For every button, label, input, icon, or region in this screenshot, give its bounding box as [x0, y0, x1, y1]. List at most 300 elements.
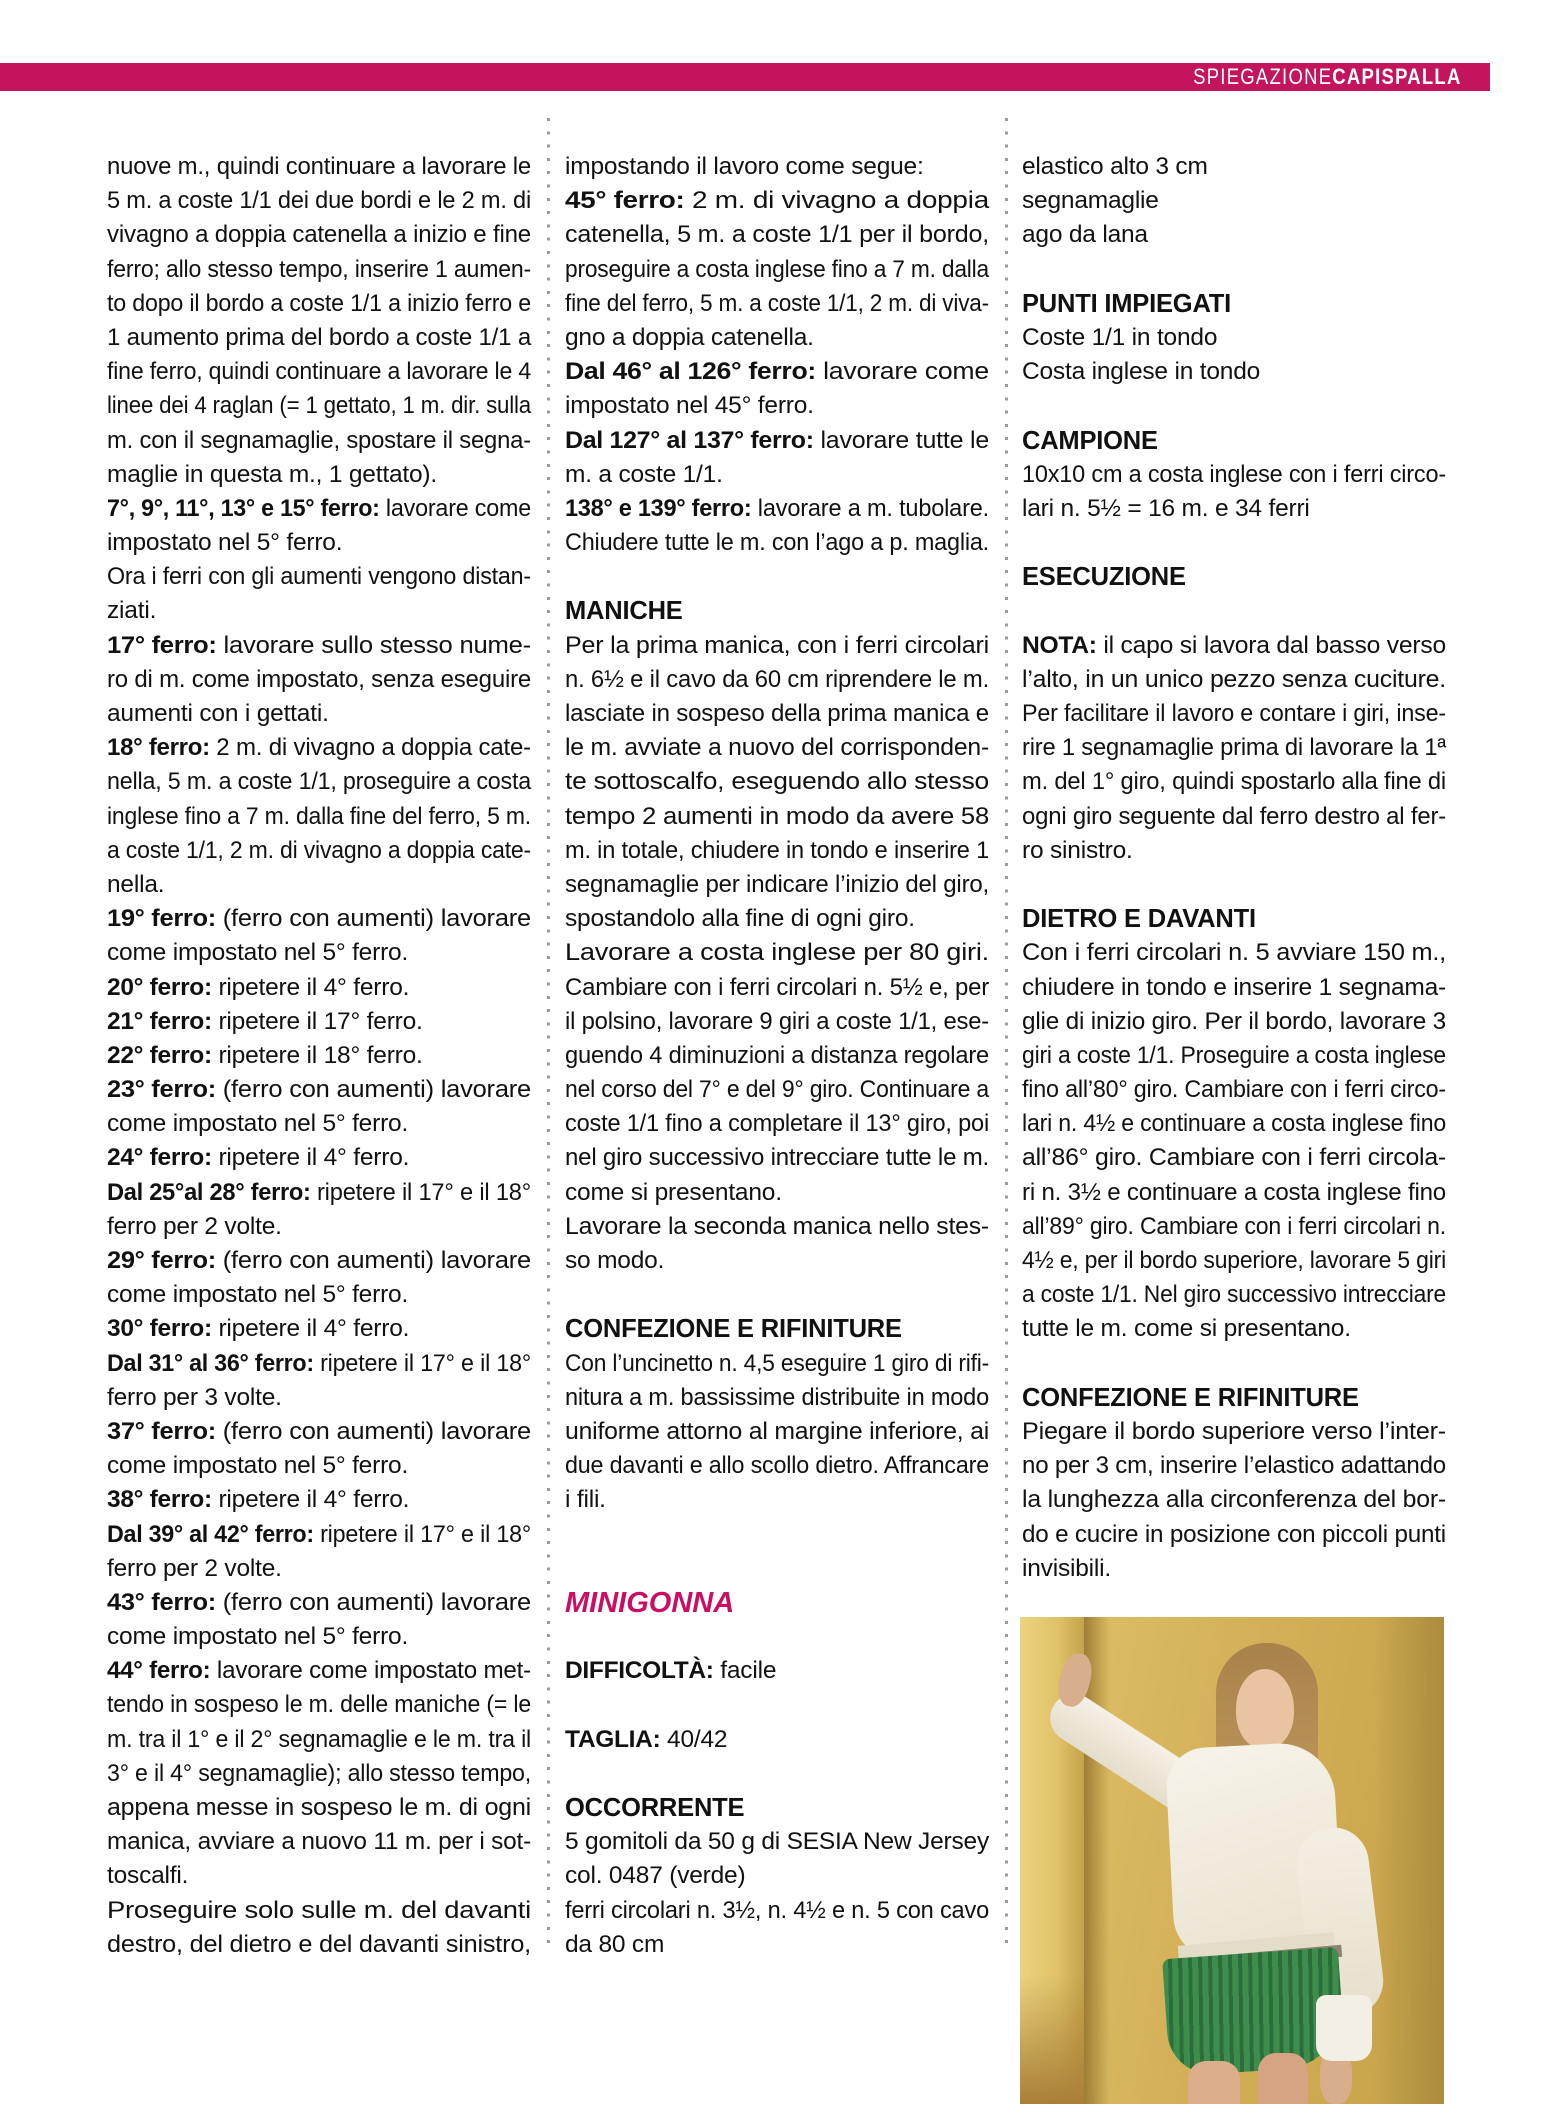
- line-content: [107, 492, 531, 526]
- text-line: [565, 834, 989, 868]
- column-2: [565, 150, 989, 1962]
- column-separator-dotted-1: [547, 118, 550, 1953]
- photo-pillar-base-shade: [1020, 1974, 1084, 2104]
- line-content: [1022, 1107, 1446, 1141]
- text-line: [565, 218, 989, 252]
- line-content: [565, 355, 989, 389]
- regular-text: do e cucire in posizione con piccoli punti: [1022, 1520, 1446, 1548]
- line-content: [107, 321, 531, 355]
- line-content: [107, 1791, 531, 1825]
- regular-text: invisibili.: [1022, 1554, 1112, 1582]
- regular-text: lavorare come: [815, 358, 989, 386]
- regular-text: m. a coste 1/1.: [565, 460, 723, 488]
- line-content: [565, 1449, 989, 1483]
- regular-text: proseguire a costa inglese fino a 7 m. dalla: [565, 255, 989, 283]
- regular-text: linee dei 4 raglan (= 1 gettato, 1 m. dir. sulla: [107, 392, 531, 420]
- regular-text: 1 aumento prima del bordo a coste 1/1 a: [107, 323, 531, 351]
- line-content: [107, 800, 531, 834]
- regular-text: catenella, 5 m. a coste 1/1 per il bordo,: [565, 221, 989, 249]
- line-content: [107, 629, 531, 663]
- text-line: [107, 663, 531, 697]
- regular-text: ripetere il 17° e il 18°: [313, 1520, 531, 1548]
- line-content: [1022, 834, 1133, 868]
- line-content: [107, 1552, 282, 1586]
- bold-text: 30° ferro:: [107, 1315, 212, 1343]
- line-content: [107, 971, 409, 1005]
- text-line: [1022, 1278, 1446, 1312]
- regular-text: Chiudere tutte le m. con l’ago a p. maglia.: [565, 529, 989, 557]
- photo-model-leg-left: [1188, 2061, 1240, 2104]
- line-content: [107, 458, 437, 492]
- spacer-line: [1022, 526, 1446, 560]
- regular-text: guendo 4 diminuzioni a distanza regolare: [565, 1041, 989, 1069]
- text-line: [1022, 663, 1446, 697]
- line-content: [107, 594, 156, 628]
- line-content: [107, 1210, 282, 1244]
- spacer-line: [565, 1757, 989, 1791]
- text-line: [107, 1723, 531, 1757]
- text-line: [565, 1825, 989, 1859]
- regular-text: lavorare tutte le: [813, 426, 989, 454]
- bold-text: MANICHE: [565, 597, 683, 626]
- pattern-title: [565, 1586, 989, 1620]
- text-line: [107, 287, 531, 321]
- regular-text: ripetere il 4° ferro.: [211, 1315, 410, 1343]
- line-content: [565, 629, 989, 663]
- regular-text: ripetere il 18° ferro.: [211, 1041, 423, 1069]
- text-line: [565, 1894, 989, 1928]
- regular-text: Per facilitare il lavoro e contare i giri, inse-: [1022, 700, 1446, 727]
- line-content: [1022, 218, 1148, 252]
- text-line: [1022, 936, 1446, 970]
- text-line: [1022, 629, 1446, 663]
- bold-text: CONFEZIONE E RIFINITURE: [565, 1315, 902, 1344]
- regular-text: lari n. 5½ = 16 m. e 34 ferri: [1022, 494, 1310, 522]
- bold-text: 19° ferro:: [107, 905, 216, 933]
- line-content: [107, 1620, 408, 1654]
- line-content: [1022, 1176, 1446, 1210]
- text-line: [1022, 1312, 1446, 1346]
- text-line: [107, 731, 531, 765]
- regular-text: coste 1/1 fino a completare il 13° giro, poi: [565, 1110, 989, 1138]
- bold-text: TAGLIA:: [565, 1725, 661, 1753]
- line-content: [565, 526, 989, 560]
- text-line: [107, 971, 531, 1005]
- text-line: [1022, 321, 1446, 355]
- bold-text: 18° ferro:: [107, 734, 210, 762]
- header-bar-label: [1194, 64, 1462, 90]
- regular-text: no per 3 cm, inserire l’elastico adattando: [1022, 1452, 1446, 1480]
- line-content: [565, 1312, 902, 1347]
- text-line: [1022, 1039, 1446, 1073]
- text-line: [565, 1141, 989, 1175]
- regular-text: m. in totale, chiudere in tondo e inserire 1: [565, 836, 989, 864]
- line-content: [1022, 184, 1159, 218]
- text-line: [107, 1073, 531, 1107]
- regular-text: nitura a m. bassissime distribuite in modo: [565, 1383, 989, 1411]
- text-line: [107, 1620, 531, 1654]
- line-content: [1022, 902, 1256, 937]
- line-content: [1022, 458, 1446, 492]
- line-content: [565, 765, 989, 799]
- text-line: [107, 1005, 531, 1039]
- bold-text: 20° ferro:: [107, 973, 212, 1001]
- line-content: [565, 1039, 989, 1073]
- header-label-bold: CAPISPALLA: [1332, 64, 1462, 89]
- text-line: [107, 902, 531, 936]
- line-content: [1022, 560, 1186, 595]
- regular-text: ago da lana: [1022, 221, 1148, 249]
- regular-text: ro sinistro.: [1022, 836, 1133, 864]
- spacer-line: [565, 1688, 989, 1722]
- line-content: [1022, 1244, 1446, 1278]
- line-content: [565, 1791, 744, 1826]
- line-content: [1022, 629, 1446, 663]
- text-line: [107, 526, 531, 560]
- line-content: [565, 1244, 664, 1278]
- regular-text: to dopo il bordo a coste 1/1 a inizio ferro e: [107, 289, 531, 317]
- line-content: [107, 1586, 531, 1620]
- regular-text: manica, avviare a nuovo 11 m. per i sot-: [107, 1828, 531, 1856]
- regular-text: segnamaglie: [1022, 187, 1159, 215]
- line-content: [565, 321, 814, 355]
- line-content: [107, 1005, 423, 1039]
- regular-text: il polsino, lavorare 9 giri a coste 1/1, ese-: [565, 1007, 989, 1035]
- line-content: [107, 1381, 282, 1415]
- text-line: [107, 1347, 531, 1381]
- regular-text: aumenti con i gettati.: [107, 700, 329, 727]
- line-content: [1022, 150, 1208, 184]
- regular-text: chiudere in tondo e inserire 1 segnama-: [1022, 973, 1446, 1001]
- line-content: [107, 765, 531, 799]
- line-content: [565, 253, 989, 287]
- text-line: [1022, 1552, 1446, 1586]
- line-content: [565, 1381, 989, 1415]
- line-content: [565, 218, 989, 252]
- line-content: [107, 1928, 531, 1962]
- line-content: [107, 1039, 423, 1073]
- line-content: [565, 1928, 664, 1962]
- text-line: [565, 1381, 989, 1415]
- line-content: [107, 218, 531, 252]
- regular-text: lavorare come impostato met-: [210, 1657, 531, 1685]
- regular-text: tendo in sospeso le m. delle maniche (= le: [107, 1691, 531, 1719]
- regular-text: ziati.: [107, 597, 157, 625]
- line-content: [1022, 1210, 1446, 1244]
- bold-text: Dal 127° al 137° ferro:: [565, 426, 814, 454]
- regular-text: (ferro con aumenti) lavorare: [215, 1247, 531, 1274]
- line-content: [1022, 321, 1217, 355]
- text-line: [1022, 492, 1446, 526]
- line-content: [565, 424, 989, 458]
- regular-text: come si presentano.: [565, 1178, 782, 1206]
- text-line: [565, 253, 989, 287]
- line-content: [107, 1894, 531, 1928]
- regular-text: le m. avviate a nuovo del corrisponden-: [565, 734, 989, 762]
- text-line: [107, 1586, 531, 1620]
- regular-text: come impostato nel 5° ferro.: [107, 1623, 409, 1651]
- text-line: [107, 1312, 531, 1346]
- regular-text: lavorare come: [379, 494, 531, 522]
- regular-text: ferro per 2 volte.: [107, 1212, 282, 1240]
- text-line: [107, 560, 531, 594]
- bold-text: Dal 31° al 36° ferro:: [107, 1349, 314, 1377]
- line-content: [107, 697, 329, 731]
- line-content: [1022, 1005, 1446, 1039]
- bold-text: NOTA:: [1022, 631, 1097, 659]
- bold-text: 22° ferro:: [107, 1041, 212, 1069]
- text-line: [565, 1928, 989, 1962]
- section-heading: [565, 1791, 989, 1825]
- text-line: [107, 1176, 531, 1210]
- text-line: [107, 1859, 531, 1893]
- regular-text: come impostato nel 5° ferro.: [107, 1452, 409, 1480]
- line-content: [107, 1107, 408, 1141]
- text-line: [565, 1347, 989, 1381]
- text-line: [565, 1005, 989, 1039]
- line-content: [1022, 971, 1446, 1005]
- text-line: [565, 1415, 989, 1449]
- bold-text: 24° ferro:: [107, 1144, 212, 1172]
- text-line: [107, 218, 531, 252]
- text-line: [107, 424, 531, 458]
- text-line: [107, 321, 531, 355]
- text-line: [565, 150, 989, 184]
- regular-text: glie di inizio giro. Per il bordo, lavorare 3: [1022, 1007, 1446, 1035]
- regular-text: come impostato nel 5° ferro.: [107, 939, 409, 967]
- line-content: [107, 1244, 531, 1278]
- line-content: [565, 1141, 989, 1175]
- line-content: [565, 1347, 989, 1381]
- line-content: [565, 1415, 989, 1449]
- text-line: [107, 868, 531, 902]
- section-heading: [1022, 287, 1446, 321]
- regular-text: Lavorare a costa inglese per 80 giri.: [565, 939, 989, 967]
- text-line: [107, 1894, 531, 1928]
- text-line: [107, 834, 531, 868]
- line-content: [107, 1518, 531, 1552]
- text-line: [107, 1141, 531, 1175]
- line-content: [1022, 1552, 1111, 1586]
- text-line: [565, 526, 989, 560]
- regular-text: la lunghezza alla circonferenza del bor-: [1022, 1486, 1446, 1514]
- regular-text: gno a doppia catenella.: [565, 323, 814, 351]
- regular-text: ferri circolari n. 3½, n. 4½ e n. 5 con cavo: [565, 1896, 989, 1924]
- line-content: [1022, 1415, 1446, 1449]
- text-line: [107, 458, 531, 492]
- regular-text: 3° e il 4° segnamaglie); allo stesso tempo,: [107, 1759, 531, 1787]
- regular-text: rire 1 segnamaglie prima di lavorare la 1ª: [1022, 734, 1446, 762]
- text-line: [565, 1654, 989, 1688]
- regular-text: tempo 2 aumenti in modo da avere 58: [565, 802, 989, 830]
- regular-text: ro di m. come impostato, senza eseguire: [107, 665, 531, 693]
- text-line: [565, 458, 989, 492]
- text-line: [107, 936, 531, 970]
- photo-blouse-cuff: [1316, 1995, 1372, 2061]
- text-line: [565, 971, 989, 1005]
- regular-text: Lavorare la seconda manica nello stes-: [565, 1212, 989, 1240]
- text-line: [107, 389, 531, 423]
- regular-text: (ferro con aumenti) lavorare: [215, 1588, 531, 1616]
- regular-text: 2 m. di vivagno a doppia cate-: [209, 734, 531, 762]
- regular-text: impostato nel 45° ferro.: [565, 392, 814, 420]
- bold-text: MINIGONNA: [565, 1586, 735, 1619]
- text-line: [107, 1210, 531, 1244]
- regular-text: a coste 1/1, 2 m. di vivagno a doppia cate-: [107, 836, 531, 864]
- regular-text: so modo.: [565, 1247, 665, 1274]
- regular-text: Con l’uncinetto n. 4,5 eseguire 1 giro di rifi-: [565, 1349, 989, 1377]
- text-line: [107, 1552, 531, 1586]
- line-content: [107, 1176, 531, 1210]
- text-line: [1022, 1073, 1446, 1107]
- text-line: [1022, 150, 1446, 184]
- regular-text: 5 m. a coste 1/1 dei due bordi e le 2 m. di: [107, 187, 531, 215]
- line-content: [107, 560, 531, 594]
- line-content: [1022, 731, 1446, 765]
- line-content: [1022, 1073, 1446, 1107]
- line-content: [565, 1586, 734, 1622]
- line-content: [565, 697, 989, 731]
- text-line: [565, 1073, 989, 1107]
- line-content: [107, 902, 531, 936]
- text-line: [1022, 971, 1446, 1005]
- regular-text: i fili.: [565, 1486, 606, 1514]
- line-content: [1022, 663, 1446, 697]
- regular-text: fine del ferro, 5 m. a coste 1/1, 2 m. di viva-: [565, 289, 989, 317]
- line-content: [1022, 287, 1231, 322]
- regular-text: giri a coste 1/1. Proseguire a costa inglese: [1022, 1041, 1446, 1069]
- line-content: [107, 1073, 531, 1107]
- regular-text: due davanti e allo scollo dietro. Affrancare: [565, 1452, 989, 1480]
- photo-right-wall-shade: [1374, 1617, 1444, 2104]
- regular-text: m. con il segnamaglie, spostare il segna-: [107, 426, 531, 454]
- text-line: [565, 389, 989, 423]
- text-line: [107, 1825, 531, 1859]
- regular-text: ripetere il 17° e il 18°: [310, 1178, 531, 1206]
- text-line: [107, 1278, 531, 1312]
- regular-text: Costa inglese in tondo: [1022, 358, 1261, 386]
- line-content: [1022, 1278, 1446, 1312]
- line-content: [565, 1894, 989, 1928]
- line-content: [565, 1483, 606, 1517]
- line-content: [107, 150, 531, 184]
- spacer-line: [565, 560, 989, 594]
- regular-text: toscalfi.: [107, 1862, 189, 1890]
- line-content: [565, 971, 989, 1005]
- text-line: [565, 1039, 989, 1073]
- section-heading: [1022, 560, 1446, 594]
- text-line: [107, 355, 531, 389]
- line-content: [565, 834, 989, 868]
- text-line: [107, 1928, 531, 1962]
- regular-text: te sottoscalfo, eseguendo allo stesso: [565, 768, 989, 796]
- bold-text: Dal 39° al 42° ferro:: [107, 1520, 314, 1548]
- regular-text: 5 gomitoli da 50 g di SESIA New Jersey: [565, 1828, 989, 1856]
- photo-model-leg-right: [1258, 2053, 1308, 2104]
- line-content: [565, 184, 989, 218]
- regular-text: Per la prima manica, con i ferri circolari: [565, 631, 989, 659]
- regular-text: (ferro con aumenti) lavorare: [215, 1417, 531, 1445]
- text-line: [565, 355, 989, 389]
- line-content: [565, 1176, 782, 1210]
- line-content: [565, 287, 989, 321]
- text-line: [107, 1381, 531, 1415]
- bold-text: Dal 46° al 126° ferro:: [565, 358, 816, 386]
- text-line: [107, 594, 531, 628]
- text-line: [1022, 800, 1446, 834]
- line-content: [107, 1723, 531, 1757]
- regular-text: (ferro con aumenti) lavorare: [215, 905, 531, 933]
- regular-text: Con i ferri circolari n. 5 avviare 150 m.,: [1022, 939, 1446, 967]
- line-content: [1022, 1312, 1351, 1346]
- line-content: [565, 731, 989, 765]
- regular-text: l’alto, in un unico pezzo senza cuciture.: [1022, 665, 1446, 693]
- regular-text: ripetere il 17° e il 18°: [313, 1349, 531, 1377]
- regular-text: ripetere il 4° ferro.: [211, 1486, 410, 1514]
- regular-text: ferro; allo stesso tempo, inserire 1 aumen-: [107, 255, 531, 283]
- regular-text: destro, del dietro e del davanti sinistro,: [107, 1930, 531, 1958]
- text-line: [107, 697, 531, 731]
- bold-text: 29° ferro:: [107, 1247, 216, 1274]
- text-line: [1022, 1518, 1446, 1552]
- regular-text: (ferro con aumenti) lavorare: [215, 1076, 531, 1104]
- text-line: [107, 253, 531, 287]
- spacer-line: [1022, 868, 1446, 902]
- header-bar: [0, 63, 1490, 91]
- spacer-line: [1022, 389, 1446, 423]
- text-line: [107, 1654, 531, 1688]
- bold-text: CONFEZIONE E RIFINITURE: [1022, 1383, 1359, 1412]
- column-3: [1022, 150, 1446, 1586]
- column-1: [107, 150, 531, 1962]
- text-line: [1022, 765, 1446, 799]
- line-content: [565, 389, 814, 423]
- text-line: [1022, 1449, 1446, 1483]
- regular-text: a coste 1/1. Nel giro successivo intrecciare: [1022, 1281, 1446, 1309]
- line-content: [107, 1278, 408, 1312]
- text-line: [565, 424, 989, 458]
- regular-text: fino all’80° giro. Cambiare con i ferri circo-: [1022, 1076, 1446, 1104]
- regular-text: 10x10 cm a costa inglese con i ferri circo-: [1022, 460, 1446, 488]
- text-line: [565, 1244, 989, 1278]
- text-line: [565, 492, 989, 526]
- regular-text: Cambiare con i ferri circolari n. 5½ e, per: [565, 973, 989, 1001]
- line-content: [107, 424, 531, 458]
- text-line: [565, 936, 989, 970]
- regular-text: tutte le m. come si presentano.: [1022, 1315, 1351, 1343]
- regular-text: n. 6½ e il cavo da 60 cm riprendere le m.: [565, 665, 989, 693]
- line-content: [107, 389, 531, 423]
- regular-text: all’86° giro. Cambiare con i ferri circola-: [1022, 1144, 1446, 1172]
- line-content: [107, 1347, 531, 1381]
- bold-text: 43° ferro:: [107, 1588, 216, 1616]
- bold-text: 21° ferro:: [107, 1007, 212, 1035]
- column-separator-dotted-2: [1005, 118, 1008, 1953]
- line-content: [1022, 1449, 1446, 1483]
- regular-text: ripetere il 4° ferro.: [211, 973, 410, 1001]
- line-content: [565, 1210, 989, 1244]
- spacer-line: [565, 1278, 989, 1312]
- bold-text: 17° ferro:: [107, 631, 217, 659]
- bold-text: PUNTI IMPIEGATI: [1022, 289, 1232, 318]
- regular-text: come impostato nel 5° ferro.: [107, 1281, 409, 1309]
- text-line: [565, 1859, 989, 1893]
- line-content: [565, 1859, 745, 1893]
- line-content: [107, 1688, 531, 1722]
- regular-text: ferro per 3 volte.: [107, 1383, 282, 1411]
- line-content: [1022, 936, 1446, 970]
- bold-text: 138° e 139° ferro:: [565, 494, 752, 522]
